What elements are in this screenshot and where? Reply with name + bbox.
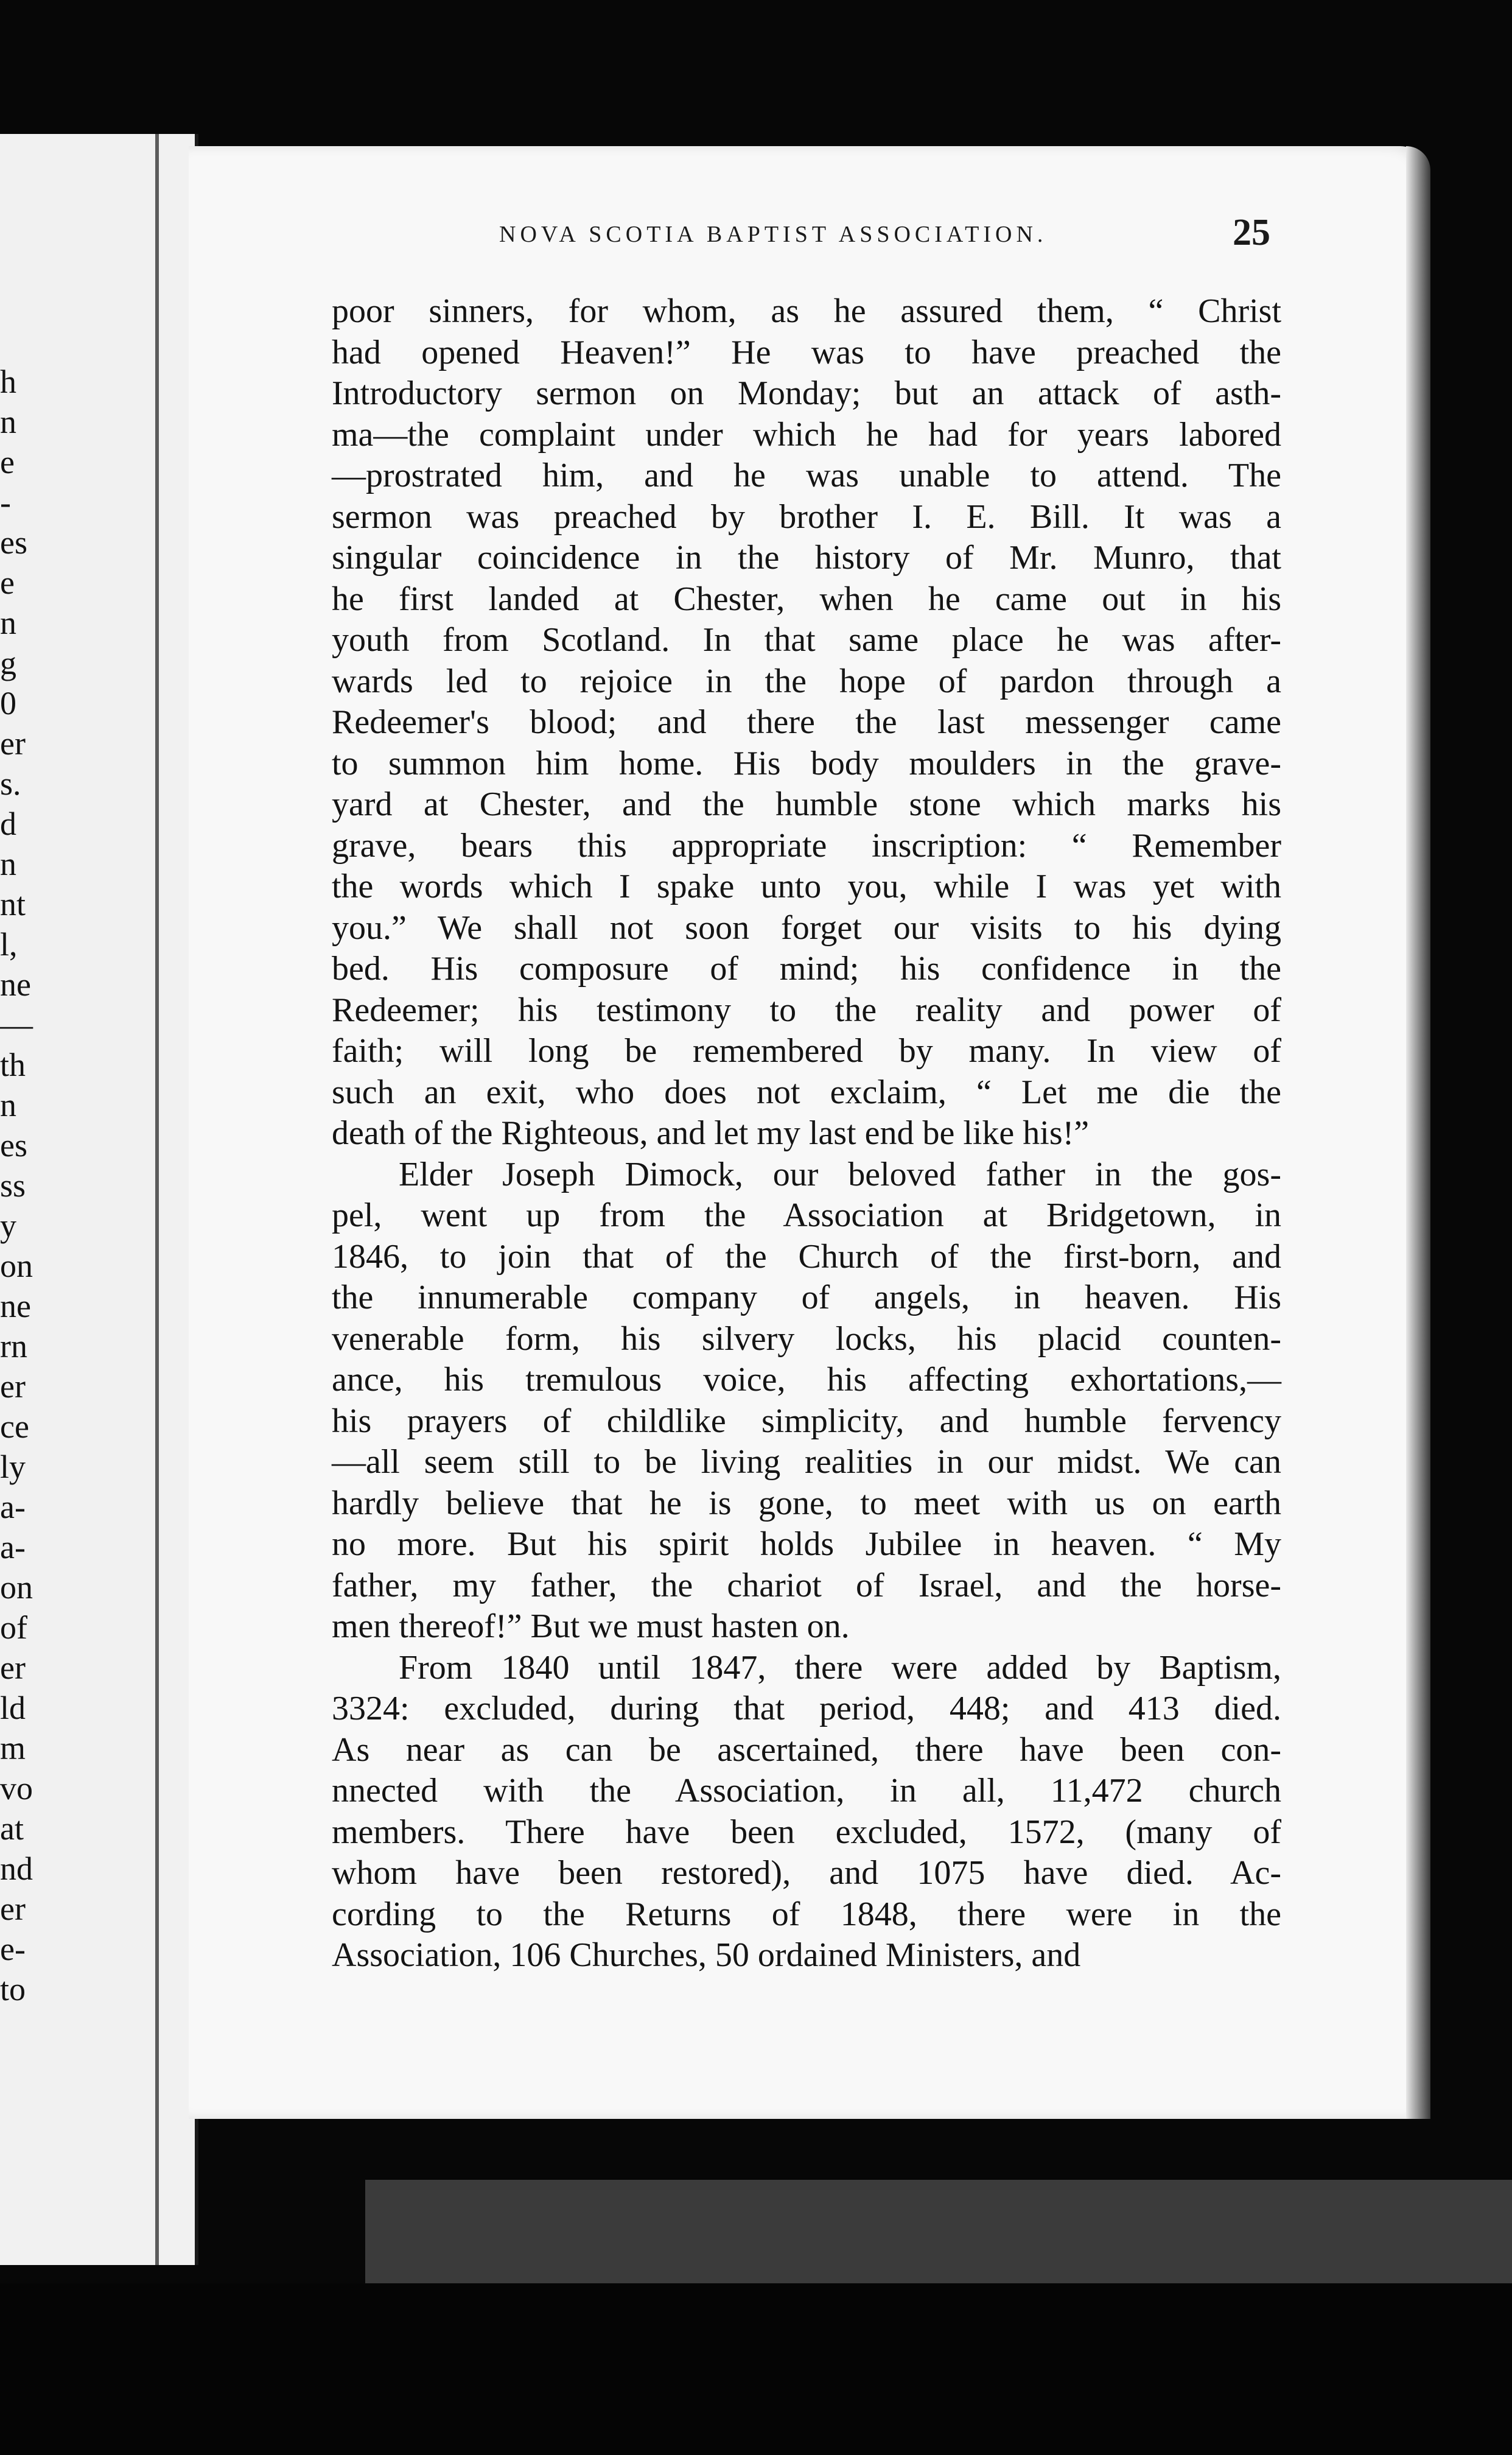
text-line: —all seem still to be living realities in our midst. We can xyxy=(332,1443,1281,1481)
left-page-fragment: a- xyxy=(0,1529,26,1565)
text-line: ance, his tremulous voice, his affecting exhortations,— xyxy=(332,1361,1281,1399)
page-gutter xyxy=(155,134,159,2265)
text-line: grave, bears this appropriate inscription: “ Remember xyxy=(332,826,1281,865)
text-line: From 1840 until 1847, there were added by Baptism, xyxy=(399,1648,1281,1687)
text-line: death of the Righteous, and let my last end be like his!” xyxy=(332,1114,1090,1152)
text-line: 1846, to join that of the Church of the first-born, and xyxy=(332,1237,1281,1276)
left-page-fragment: vo xyxy=(0,1770,33,1807)
left-page-fragment: of xyxy=(0,1609,27,1646)
text-line: bed. His composure of mind; his confidence in the xyxy=(332,950,1281,988)
left-page-fragment: er xyxy=(0,1368,26,1405)
left-page-fragment: — xyxy=(0,1006,33,1043)
text-line: Association, 106 Churches, 50 ordained Ministers, and xyxy=(332,1936,1081,1974)
left-page-fragment: m xyxy=(0,1730,26,1766)
text-line: members. There have been excluded, 1572, (many of xyxy=(332,1813,1281,1851)
left-page-fragment: n xyxy=(0,605,16,641)
left-page-fragment: l, xyxy=(0,926,18,963)
text-line: poor sinners, for whom, as he assured them, “ Christ xyxy=(332,292,1281,330)
left-page-fragment: s. xyxy=(0,765,21,802)
left-page-fragment: - xyxy=(0,484,11,521)
text-line: youth from Scotland. In that same place he was after- xyxy=(332,621,1281,659)
text-line: Introductory sermon on Monday; but an attack of asth- xyxy=(332,374,1281,412)
text-line: sermon was preached by brother I. E. Bill. It was a xyxy=(332,497,1281,536)
left-page-fragment: h xyxy=(0,364,16,400)
text-line: to summon him home. His body moulders in the grave- xyxy=(332,744,1281,782)
text-line: yard at Chester, and the humble stone which marks his xyxy=(332,785,1281,823)
left-page-fragment: er xyxy=(0,1649,26,1686)
left-page-fragment: on xyxy=(0,1569,33,1606)
left-page-fragment: ld xyxy=(0,1690,26,1726)
text-line: his prayers of childlike simplicity, and humble fervency xyxy=(332,1402,1281,1440)
text-line: such an exit, who does not exclaim, “ Let me die the xyxy=(332,1073,1281,1111)
page-edge-shadow xyxy=(1406,146,1430,2119)
left-facing-page xyxy=(0,134,198,2265)
text-line: hardly believe that he is gone, to meet with us on earth xyxy=(332,1484,1281,1522)
text-line: Redeemer's blood; and there the last messenger came xyxy=(332,703,1281,741)
text-line: 3324: excluded, during that period, 448; and 413 died. xyxy=(332,1690,1281,1727)
page-number: 25 xyxy=(1233,212,1270,253)
left-page-fragment: y xyxy=(0,1207,16,1244)
text-line: no more. But his spirit holds Jubilee in heaven. “ My xyxy=(332,1525,1281,1563)
text-line: nnected with the Association, in all, 11,472 church xyxy=(332,1772,1281,1810)
left-page-fragment: n xyxy=(0,404,16,440)
left-page-fragment: nt xyxy=(0,886,26,922)
text-line: —prostrated him, and he was unable to attend. The xyxy=(332,457,1281,494)
left-page-fragment: at xyxy=(0,1810,24,1847)
left-page-fragment: es xyxy=(0,524,27,561)
text-line: whom have been restored), and 1075 have died. Ac- xyxy=(332,1854,1281,1892)
text-line: singular coincidence in the history of Mr. Munro, that xyxy=(332,539,1281,577)
left-page-fragment: ce xyxy=(0,1408,29,1445)
text-line: had opened Heaven!” He was to have preached the xyxy=(332,333,1281,371)
left-page-fragment: to xyxy=(0,1971,26,2007)
scan-bottom-dark xyxy=(0,2283,1512,2455)
left-page-fragment: on xyxy=(0,1248,33,1284)
text-line: you.” We shall not soon forget our visits to his dying xyxy=(332,908,1281,947)
left-page-fragment: th xyxy=(0,1047,26,1083)
text-line: father, my father, the chariot of Israel, and the horse- xyxy=(332,1566,1281,1604)
text-line: venerable form, his silvery locks, his placid counten- xyxy=(332,1319,1281,1358)
left-page-fragment: n xyxy=(0,846,16,882)
body-text xyxy=(332,291,1281,1976)
left-page-fragment: 0 xyxy=(0,685,16,722)
left-page-fragment: er xyxy=(0,1891,26,1927)
text-line: the innumerable company of angels, in heaven. His xyxy=(332,1279,1281,1316)
left-page-fragment: d xyxy=(0,806,16,842)
left-page-fragment: es xyxy=(0,1127,27,1164)
left-page-fragment: nd xyxy=(0,1850,33,1887)
text-line: As near as can be ascertained, there have been con- xyxy=(332,1730,1281,1769)
text-line: he first landed at Chester, when he came out in his xyxy=(332,580,1281,618)
left-page-fragment: ne xyxy=(0,966,31,1003)
left-page-fragment: e xyxy=(0,444,15,480)
text-line: the words which I spake unto you, while I was yet with xyxy=(332,868,1281,905)
left-page-fragment: e- xyxy=(0,1931,26,1967)
left-page-fragment: ss xyxy=(0,1167,26,1204)
left-page-fragment: e xyxy=(0,564,15,601)
running-head: NOVA SCOTIA BAPTIST ASSOCIATION. xyxy=(499,222,1048,247)
left-page-fragment: n xyxy=(0,1087,16,1123)
text-line: Elder Joseph Dimock, our beloved father in the gos- xyxy=(399,1155,1281,1193)
text-line: pel, went up from the Association at Bridgetown, in xyxy=(332,1196,1281,1234)
left-page-fragment: rn xyxy=(0,1328,27,1364)
left-page-fragment: ly xyxy=(0,1449,26,1485)
text-line: cording to the Returns of 1848, there were in the xyxy=(332,1895,1281,1933)
text-line: men thereof!” But we must hasten on. xyxy=(332,1607,850,1645)
page-header xyxy=(499,212,1290,259)
text-line: Redeemer; his testimony to the reality and power of xyxy=(332,991,1281,1029)
left-page-fragment: er xyxy=(0,725,26,762)
text-line: faith; will long be remembered by many. In view of xyxy=(332,1032,1281,1070)
text-line: ma—the complaint under which he had for years labored xyxy=(332,415,1281,454)
text-line: wards led to rejoice in the hope of pardon through a xyxy=(332,662,1281,700)
left-page-fragment: a- xyxy=(0,1489,26,1525)
left-page-fragment: g xyxy=(0,645,16,681)
left-page-fragment: ne xyxy=(0,1288,31,1324)
